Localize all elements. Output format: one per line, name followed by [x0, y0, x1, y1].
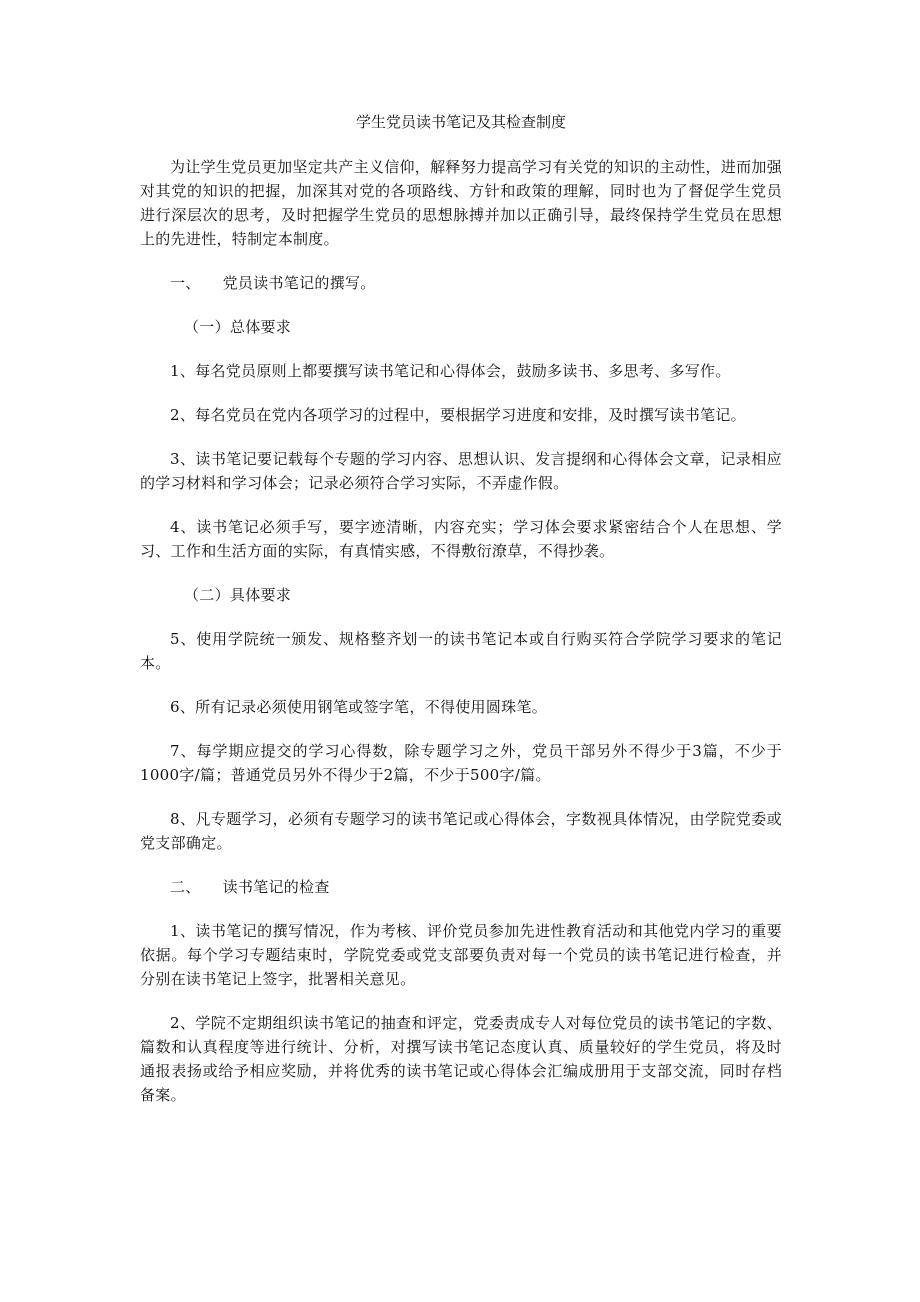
list-item: 1、每名党员原则上都要撰写读书笔记和心得体会，鼓励多读书、多思考、多写作。 — [170, 362, 731, 380]
subsection-specific-heading: （二）具体要求 — [184, 586, 292, 604]
section-2-number: 二、 — [170, 878, 201, 896]
subsection-general-heading: （一）总体要求 — [184, 318, 292, 336]
list-item: 5、使用学院统一颁发、规格整齐划一的读书笔记本或自行购买符合学院学习要求的笔记本。 — [140, 630, 782, 672]
section-1-title: 党员读书笔记的撰写。 — [222, 274, 376, 292]
list-item: 2、每名党员在党内各项学习的过程中，要根据学习进度和安排，及时撰写读书笔记。 — [170, 406, 746, 424]
page-title: 学生党员读书笔记及其检查制度 — [355, 113, 566, 131]
intro-paragraph: 为让学生党员更加坚定共产主义信仰，解释努力提高学习有关党的知识的主动性，进而加强对其党的知识的把握，加深其对党的各项路线、方针和政策的理解，同时也为了督促学生党员进行深层次的思考，及时把握学生党员的思想脉搏并加以正确引导，最终保持学生党员在思想上的先进性，特制定本制度。 — [140, 158, 783, 248]
section-2-heading — [140, 875, 782, 899]
list-item: 4、读书笔记必须手写，要字迹清晰，内容充实；学习体会要求紧密结合个人在思想、学习、工作和生活方面的实际，有真情实感，不得敷衍潦草，不得抄袭。 — [140, 518, 782, 560]
section-1-heading — [140, 271, 782, 295]
list-item: 1、读书笔记的撰写情况，作为考核、评价党员参加先进性教育活动和其他党内学习的重要依据。每个学习专题结束时，学院党委或党支部要负责对每一个党员的读书笔记进行检查，并分别在读书笔记上签字，批署相关意见。 — [140, 922, 782, 988]
section-2-title: 读书笔记的检查 — [222, 878, 330, 896]
section-1-number: 一、 — [170, 274, 201, 292]
document-body — [140, 112, 782, 1127]
list-item: 3、读书笔记要记载每个专题的学习内容、思想认识、发言提纲和心得体会文章，记录相应的学习材料和学习体会；记录必须符合学习实际，不弄虚作假。 — [140, 450, 782, 492]
list-item: 8、凡专题学习，必须有专题学习的读书笔记或心得体会，字数视具体情况，由学院党委或党支部确定。 — [140, 810, 782, 852]
list-item: 6、所有记录必须使用钢笔或签字笔，不得使用圆珠笔。 — [170, 698, 548, 716]
list-item: 7、每学期应提交的学习心得数，除专题学习之外，党员干部另外不得少于3篇，不少于1000字/篇；普通党员另外不得少于2篇，不少于500字/篇。 — [140, 742, 782, 784]
list-item: 2、学院不定期组织读书笔记的抽查和评定，党委责成专人对每位党员的读书笔记的字数、篇数和认真程度等进行统计、分析，对撰写读书笔记态度认真、质量较好的学生党员，将及时通报表扬或给予相应奖励，并将优秀的读书笔记或心得体会汇编成册用于支部交流，同时存档备案。 — [140, 1014, 782, 1104]
